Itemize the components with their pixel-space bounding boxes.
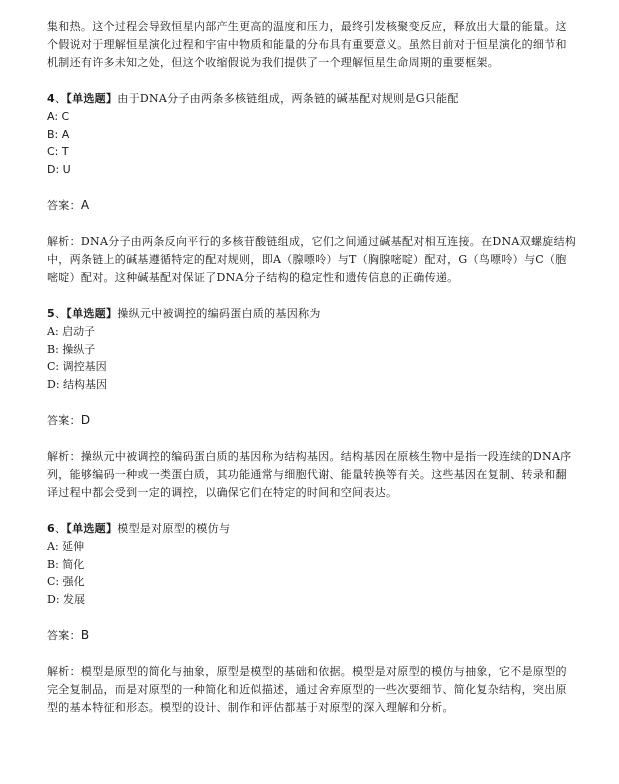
answer-value: A bbox=[80, 198, 90, 212]
option-c: C: 强化 bbox=[47, 575, 85, 588]
option-list bbox=[47, 323, 577, 393]
option-c: C: 调控基因 bbox=[47, 360, 107, 373]
answer-value: D bbox=[80, 413, 91, 427]
answer-label: 答案： bbox=[47, 414, 81, 427]
question-number: 5 bbox=[47, 307, 55, 320]
question-stem: 操纵元中被调控的编码蛋白质的基因称为 bbox=[117, 307, 321, 320]
analysis-paragraph: 解析：DNA分子由两条反向平行的多核苷酸链组成，它们之间通过碱基配对相互连接。在DNA双螺旋结构中，两条链上的碱基遵循特定的配对规则，即A（腺嘌呤）与T（胸腺嘧啶）配对，G（鸟嘌呤）与C（胞嘧啶）配对。这种碱基配对保证了DNA分子结构的稳定性和遗传信息的正确传递。 bbox=[47, 235, 577, 284]
answer-line bbox=[47, 626, 577, 645]
answer-line bbox=[47, 411, 577, 430]
answer-value: B bbox=[80, 628, 90, 642]
question-number: 4 bbox=[47, 92, 55, 105]
option-a: A: 启动子 bbox=[47, 325, 96, 338]
intro-paragraph: 集和热。这个过程会导致恒星内部产生更高的温度和压力，最终引发核聚变反应，释放出大量的能量。这个假说对于理解恒星演化过程和宇宙中物质和能量的分布具有重要意义。虽然目前对于恒星演化的细节和机制还有许多未知之处，但这个收缩假说为我们提供了一个理解恒星生命周期的重要框架。 bbox=[47, 20, 567, 69]
answer-label: 答案： bbox=[47, 629, 81, 642]
option-b: B: A bbox=[47, 127, 70, 141]
answer-line bbox=[47, 196, 577, 215]
answer-label: 答案： bbox=[47, 199, 81, 212]
option-list bbox=[47, 108, 577, 178]
option-d: D: U bbox=[47, 162, 71, 176]
question-type: 【单选题】 bbox=[66, 92, 118, 105]
question-stem: 由于DNA分子由两条多核链组成，两条链的碱基配对规则是G只能配 bbox=[117, 92, 459, 105]
option-a: A: 延伸 bbox=[47, 540, 85, 553]
question-6 bbox=[47, 520, 577, 717]
option-b: B: 简化 bbox=[47, 557, 85, 571]
question-title bbox=[47, 305, 577, 323]
question-5 bbox=[47, 305, 577, 502]
question-title bbox=[47, 90, 577, 108]
question-separator: 、 bbox=[54, 522, 67, 535]
question-stem: 模型是对原型的模仿与 bbox=[117, 522, 231, 535]
analysis-paragraph: 解析：操纵元中被调控的编码蛋白质的基因称为结构基因。结构基因在原核生物中是指一段连续的DNA序列，能够编码一种或一类蛋白质，其功能通常与细胞代谢、能量转换等有关。这些基因在复制、转录和翻译过程中都会受到一定的调控，以确保它们在特定的时间和空间表达。 bbox=[47, 450, 572, 499]
option-b: B: 操纵子 bbox=[47, 342, 96, 356]
option-d: D: 发展 bbox=[47, 592, 86, 606]
analysis-paragraph: 解析：模型是原型的简化与抽象，原型是模型的基础和依据。模型是对原型的模仿与抽象，它不是原型的完全复制品，而是对原型的一种简化和近似描述，通过舍弃原型的一些次要细节、简化复杂结构，突出原型的基本特征和形态。模型的设计、制作和评估都基于对原型的深入理解和分析。 bbox=[47, 665, 567, 714]
option-a: A: C bbox=[47, 110, 70, 123]
question-type: 【单选题】 bbox=[66, 522, 118, 535]
question-number: 6 bbox=[47, 522, 55, 535]
option-c: C: T bbox=[47, 145, 69, 158]
question-separator: 、 bbox=[54, 92, 67, 105]
question-title bbox=[47, 520, 577, 538]
question-type: 【单选题】 bbox=[66, 307, 118, 320]
option-d: D: 结构基因 bbox=[47, 377, 108, 391]
option-list bbox=[47, 538, 577, 608]
document-page bbox=[47, 18, 577, 717]
question-separator: 、 bbox=[54, 307, 67, 320]
question-4 bbox=[47, 90, 577, 287]
